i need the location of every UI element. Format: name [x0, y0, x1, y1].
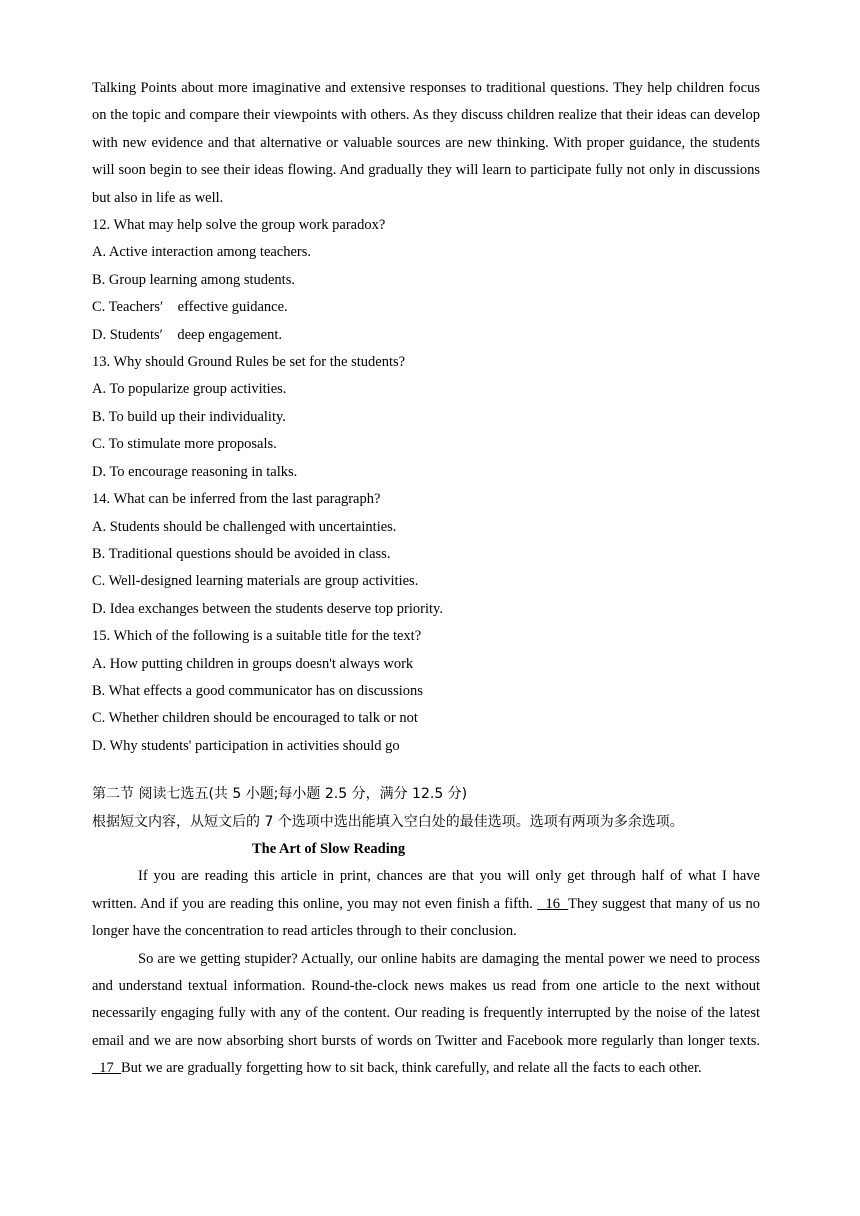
section-2	[92, 781, 760, 1082]
section-spacer	[92, 760, 760, 781]
paragraph-text: They suggest that many of us no longer have the concentration to read articles through to their conclusion.	[92, 895, 761, 940]
article-title: The Art of Slow Reading	[252, 840, 406, 857]
question-stem: 14. What can be inferred from the last paragraph?	[92, 491, 381, 508]
question-12	[92, 212, 760, 349]
option-a: A. How putting children in groups doesn't always work	[92, 655, 414, 672]
option-a: A. To popularize group activities.	[92, 381, 287, 398]
option-c: C. To stimulate more proposals.	[92, 436, 277, 453]
option-a: A. Students should be challenged with uncertainties.	[92, 518, 397, 535]
paragraph-text: If you are reading this article in print, chances are that you will only get through half of what I have written. And if you are reading this online, you may not even finish a fifth.	[92, 868, 760, 912]
question-stem: 13. Why should Ground Rules be set for the students?	[92, 354, 406, 371]
article-paragraph-2	[92, 946, 760, 1083]
option-b: B. To build up their individuality.	[92, 408, 286, 425]
option-b: B. What effects a good communicator has on discussions	[92, 682, 423, 699]
article-paragraph-1	[92, 863, 760, 945]
passage-continuation: Talking Points about more imaginative and extensive responses to traditional questions. They help children focus on the topic and compare their viewpoints with others. As they discuss children realize that their ideas can develop with new evidence and that alternative or valuable sources are new thinking. With proper guidance, the students will soon begin to see their ideas flowing. And gradually they will learn to participate fully not only in discussions but also in life as well.	[92, 80, 760, 206]
option-b: B. Traditional questions should be avoided in class.	[92, 545, 391, 562]
option-c: C. Teachers′ effective guidance.	[92, 299, 288, 316]
option-d: D. Why students' participation in activities should go	[92, 737, 400, 754]
section-instruction: 根据短文内容，从短文后的 7 个选项中选出能填入空白处的最佳选项。选项有两项为多余选项。	[92, 813, 684, 830]
question-13	[92, 349, 760, 486]
option-c: C. Well-designed learning materials are group activities.	[92, 573, 419, 590]
question-15	[92, 623, 760, 760]
option-d: D. Students′ deep engagement.	[92, 326, 283, 343]
option-b: B. Group learning among students.	[92, 271, 295, 288]
question-14	[92, 486, 760, 623]
question-stem: 15. Which of the following is a suitable title for the text?	[92, 628, 422, 645]
section-heading: 第二节 阅读七选五(共 5 小题;每小题 2.5 分，满分 12.5 分)	[92, 786, 468, 803]
option-d: D. Idea exchanges between the students deserve top priority.	[92, 600, 443, 617]
blank-17: 17	[92, 1060, 121, 1077]
option-d: D. To encourage reasoning in talks.	[92, 463, 298, 480]
paragraph-text: But we are gradually forgetting how to sit back, think carefully, and relate all the facts to each other.	[121, 1060, 702, 1077]
paragraph-text: So are we getting stupider? Actually, our online habits are damaging the mental power we need to process and understand textual information. Round-the-clock news makes us read from one article to the next without necessarily engaging fully with any of the content. Our reading is frequently interrupted by the noise of the latest email and we are now absorbing short bursts of words on Twitter and Facebook more regularly than longer texts.	[92, 950, 760, 1049]
option-a: A. Active interaction among teachers.	[92, 244, 312, 261]
option-c: C. Whether children should be encouraged to talk or not	[92, 710, 418, 727]
document-page	[92, 75, 760, 1083]
blank-16: 16	[537, 895, 569, 912]
question-stem: 12. What may help solve the group work paradox?	[92, 217, 386, 234]
